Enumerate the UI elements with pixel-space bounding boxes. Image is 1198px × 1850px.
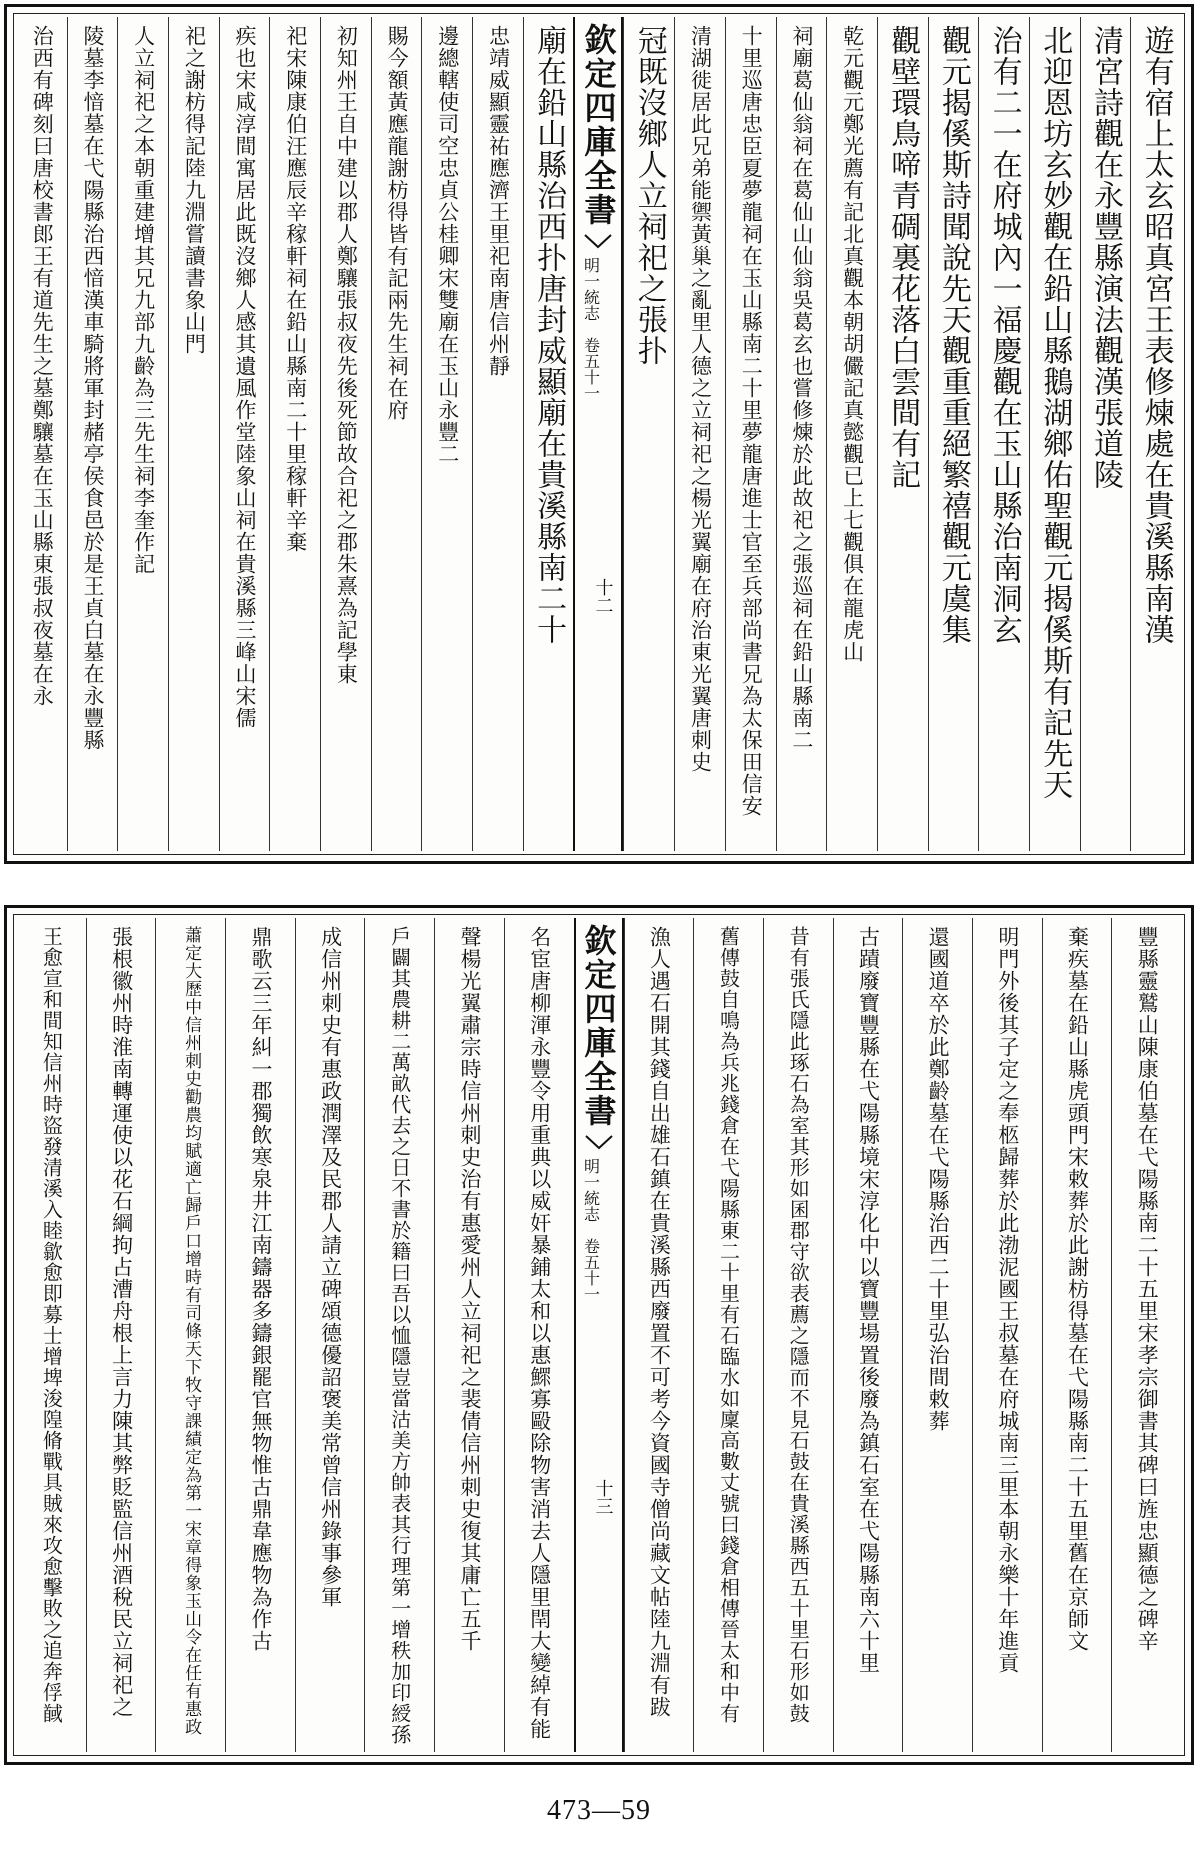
text-column (725, 17, 776, 851)
text-column (928, 17, 979, 851)
column-text: 古蹟廢寶豐縣在弋陽縣境宋淳化中以寶豐場置後廢為鎮石室在弋陽縣南六十里 (856, 926, 881, 1674)
text-column (1080, 17, 1131, 851)
column-text: 治西有碑刻曰唐校書郎王有道先生之墓鄭驤墓在玉山縣東張叔夜墓在永 (30, 25, 55, 707)
column-text: 祀宋陳康伯汪應辰辛稼軒祠在鉛山縣南二十里稼軒辛棄 (283, 25, 308, 553)
text-column (219, 17, 270, 851)
column-text: 清湖徙居此兄弟能禦黃巢之亂里人德之立祠祀之楊光翼廟在府治東光翼唐刺史 (688, 25, 713, 773)
text-column (371, 17, 422, 851)
column-text: 戶闢其農耕二萬畝代去之日不書於籍曰吾以恤隱豈當沽美方帥表其行理第一增秩加印綬孫 (387, 926, 412, 1745)
upper-columns (17, 17, 1181, 851)
column-text: 還國道卒於此鄭齡墓在弋陽縣治西二十里弘治間敕葬 (926, 926, 951, 1432)
column-text: 十里巡唐忠臣夏夢龍祠在玉山縣南二十里夢龍唐進士官至兵部尚書兄為太保田信安 (739, 25, 764, 817)
column-text: 聲楊光翼肅宗時信州刺史治有惠愛州人立祠祀之裴倩信州刺史復其庸亡五千 (458, 926, 483, 1652)
text-column (1029, 17, 1080, 851)
book-title: 欽定四庫全書 (579, 23, 618, 227)
text-column (833, 918, 903, 1752)
text-column (1130, 17, 1181, 851)
column-text: 賜今額黃應龍謝枋得皆有記兩先生祠在府 (385, 25, 410, 421)
upper-page-frame (4, 4, 1194, 864)
column-text: 鼎歌云三年糾一郡獨飲寒泉井江南鑄器多鑄銀罷官無物惟古鼎韋應物為作古 (248, 926, 273, 1652)
text-column (504, 918, 574, 1752)
volume-label: 明一統志 卷五十一 (581, 257, 601, 401)
column-text: 明門外後其子定之奉柩歸葬於此渤泥國王叔墓在府城南三里本朝永樂十年進貢 (995, 926, 1020, 1674)
column-text: 清宮詩觀在永豐縣演法觀漢張道陵 (1087, 25, 1123, 490)
text-column (902, 918, 972, 1752)
text-column (295, 918, 365, 1752)
text-column (674, 17, 725, 851)
column-text: 冠既沒鄉人立祠祀之張扑 (631, 25, 667, 366)
column-text: 疾也宋咸淳間寓居此既沒鄉人感其遺風作堂陸象山祠在貴溪縣三峰山宋儒 (233, 25, 258, 729)
text-column (624, 918, 694, 1752)
fishtail-mark-icon (583, 233, 613, 251)
column-text: 漁人遇石開其錢自出雄石鎮在貴溪縣西廢置不可考今資國寺僧尚藏文帖陸九淵有跋 (647, 926, 672, 1718)
column-text: 祀之謝枋得記陸九淵嘗讀書象山門 (182, 25, 207, 355)
text-column (17, 17, 67, 851)
text-column (623, 17, 674, 851)
fishtail-mark-icon (584, 1134, 614, 1152)
text-column (776, 17, 827, 851)
lower-page-frame (4, 905, 1194, 1765)
column-text: 初知州王自中建以郡人鄭驤張叔夜先後死節故合祀之郡朱熹為記學東 (334, 25, 359, 685)
text-column (364, 918, 434, 1752)
text-column (155, 918, 225, 1752)
column-text: 名宦唐柳渾永豐令用重典以威奸暴鋪太和以惠鰥寡毆除物害消去人隱里閈大變綽有能 (527, 926, 552, 1740)
text-column (168, 17, 219, 851)
text-column (86, 918, 156, 1752)
column-text: 遊有宿上太玄昭真宮王表修煉處在貴溪縣南漢 (1138, 25, 1174, 645)
volume-label: 明一統志 卷五十一 (581, 1158, 601, 1302)
column-text: 蕭定大歷中信州刺史勸農均賦適亡歸戶口增時有司條天下牧守課績定為第一宋章得象玉山令在任有惠政 (181, 926, 202, 1736)
folio-marker: 十三 (592, 1479, 614, 1515)
text-column (225, 918, 295, 1752)
column-text: 張根徽州時淮南轉運使以花石綱拘占漕舟根上言力陳其弊貶監信州酒稅民立祠祀之 (109, 926, 134, 1718)
text-column (978, 17, 1029, 851)
column-text: 王愈宣和間知信州時盜發清溪入睦歙愈即募士增埤浚隍脩戰具賊來攻愈擊敗之追奔俘馘 (39, 926, 64, 1724)
lower-columns (17, 918, 1181, 1752)
center-fold-column (574, 918, 624, 1752)
page-number: 473—59 (547, 1795, 651, 1826)
folio-marker: 十二 (592, 578, 614, 614)
text-column (1042, 918, 1112, 1752)
column-text: 乾元觀元鄭光薦有記北真觀本朝胡儼記真懿觀已上七觀俱在龍虎山 (840, 25, 865, 663)
text-column (269, 17, 320, 851)
center-fold-column (573, 17, 623, 851)
text-column (117, 17, 168, 851)
column-text: 昔有張氏隱此琢石為室其形如囷郡守欲表薦之隱而不見石鼓在貴溪縣西五十里石形如鼓 (786, 926, 811, 1724)
text-column (434, 918, 504, 1752)
column-text: 觀元揭傒斯詩聞說先天觀重重絕繁禧觀元虞集 (935, 25, 971, 645)
column-text: 豐縣靈鷲山陳康伯墓在弋陽縣南二十五里宋孝宗御書其碑曰旌忠顯德之碑辛 (1135, 926, 1160, 1652)
column-text: 北迎恩坊玄妙觀在鉛山縣鵝湖鄉佑聖觀元揭傒斯有記先天 (1037, 25, 1073, 800)
column-text: 舊傳鼓自鳴為兵兆錢倉在弋陽縣東二十里有石臨水如廩高數丈號曰錢倉相傳晉太和中有 (716, 926, 741, 1724)
column-text: 棄疾墓在鉛山縣虎頭門宋敕葬於此謝枋得墓在弋陽縣南二十五里舊在京師文 (1065, 926, 1090, 1652)
text-column (17, 918, 86, 1752)
column-text: 忠靖威顯靈祐應濟王里祀南唐信州靜 (486, 25, 511, 377)
text-column (421, 17, 472, 851)
book-title: 欽定四庫全書 (579, 924, 618, 1128)
text-column (320, 17, 371, 851)
column-text: 祠廟葛仙翁祠在葛仙山仙翁吳葛玄也嘗修煉於此故祀之張巡祠在鉛山縣南二 (789, 25, 814, 751)
text-column (877, 17, 928, 851)
column-text: 觀壁環鳥啼青碉裏花落白雲間有記 (885, 25, 921, 490)
column-text: 人立祠祀之本朝重建增其兄九部九齡為三先生祠李奎作記 (131, 25, 156, 575)
text-column (67, 17, 118, 851)
text-column (472, 17, 523, 851)
column-text: 陵墓李愔墓在弋陽縣治西愔漢車騎將軍封赭亭侯食邑於是王貞白墓在永豐縣 (80, 25, 105, 751)
text-column (972, 918, 1042, 1752)
text-column (826, 17, 877, 851)
text-column (523, 17, 574, 851)
text-column (763, 918, 833, 1752)
text-column (1111, 918, 1181, 1752)
column-text: 廟在鉛山縣治西扑唐封威顯廟在貴溪縣南二十 (531, 25, 567, 645)
column-text: 成信州刺史有惠政潤澤及民郡人請立碑頌德優詔褒美常曾信州錄事參軍 (318, 926, 343, 1608)
column-text: 邊總轄使司空忠貞公桂卿宋雙廟在玉山永豐二 (435, 25, 460, 465)
column-text: 治有二一在府城內一福慶觀在玉山縣治南洞玄 (986, 25, 1022, 645)
text-column (693, 918, 763, 1752)
